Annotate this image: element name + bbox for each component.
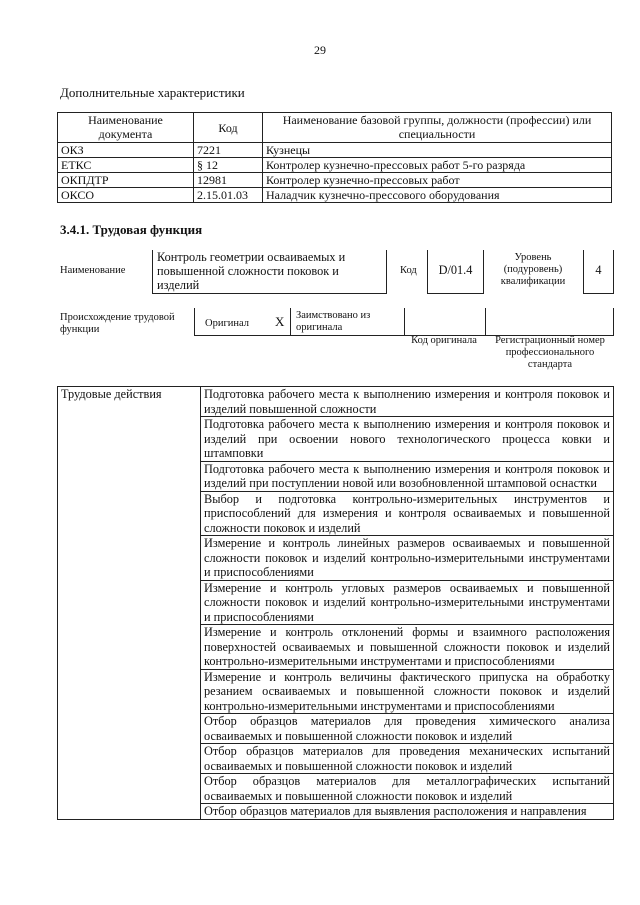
borrowed-label: Заимствовано из оригинала	[296, 310, 371, 333]
action-item: Измерение и контроль отклонений формы и взаимного расположения поверхностей осваиваемых и повышенной сложности поковок и изделий контрольно-измерительными инструментами и приспособлениями	[201, 625, 614, 670]
action-item: Отбор образцов материалов для металлографических испытаний осваиваемых и повышенной сложности поковок и изделий	[201, 774, 614, 804]
code-original-label: Код оригинала	[411, 335, 477, 346]
function-name-box	[152, 250, 387, 294]
doc-cell: ЕТКС	[58, 158, 194, 173]
doc-cell: ОКПДТР	[58, 173, 194, 188]
original-box	[194, 308, 291, 336]
action-item: Подготовка рабочего места к выполнению измерения и контроля поковок и изделий при поступлении новой или возобновленной штамповой оснастки	[201, 461, 614, 491]
name-cell: Контролер кузнечно-прессовых работ	[263, 173, 612, 188]
additional-characteristics-title: Дополнительные характеристики	[60, 85, 245, 100]
header-group-name: Наименование базовой группы, должности (профессии) или специальности	[263, 113, 612, 143]
classifier-header-row	[58, 113, 612, 143]
function-code-value: D/01.4	[438, 263, 473, 277]
name-label: Наименование	[60, 265, 126, 276]
reg-number-label: Регистрационный номер профессионального стандарта	[495, 335, 605, 370]
name-cell: Кузнецы	[263, 143, 612, 158]
code-label: Код	[400, 265, 417, 276]
page-number: 29	[314, 43, 326, 57]
level-label: Уровень (подуровень) квалификации	[500, 252, 566, 287]
table-row	[58, 143, 612, 158]
function-name-value: Контроль геометрии осваиваемых и повышенной сложности поковок и изделий	[157, 250, 346, 292]
labor-actions-table	[57, 386, 614, 820]
code-cell: 12981	[194, 173, 263, 188]
code-cell: 7221	[194, 143, 263, 158]
table-row	[58, 188, 612, 203]
doc-cell: ОКЗ	[58, 143, 194, 158]
header-code: Код	[194, 113, 263, 143]
doc-cell: ОКСО	[58, 188, 194, 203]
action-item: Измерение и контроль величины фактического припуска на обработку резанием осваиваемых и повышенной сложности поковок и изделий контрольно-измерительными инструментами и приспособлениями	[201, 669, 614, 714]
action-item: Измерение и контроль угловых размеров осваиваемых и повышенной сложности поковок и изделий контрольно-измерительными инструментами и приспособлениями	[201, 580, 614, 625]
table-row	[58, 173, 612, 188]
function-heading: 3.4.1. Трудовая функция	[60, 222, 203, 237]
table-row	[58, 387, 614, 417]
origin-label: Происхождение трудовой функции	[60, 312, 175, 335]
name-cell: Контролер кузнечно-прессовых работ 5-го разряда	[263, 158, 612, 173]
name-cell: Наладчик кузнечно-прессового оборудования	[263, 188, 612, 203]
action-item: Подготовка рабочего места к выполнению измерения и контроля поковок и изделий при освоении нового технологического процесса ковки и штамповки	[201, 417, 614, 462]
level-box	[583, 250, 614, 294]
code-original-box	[404, 308, 486, 336]
level-value: 4	[595, 263, 602, 277]
function-code-box	[427, 250, 484, 294]
actions-label: Трудовые действия	[58, 387, 201, 820]
original-label: Оригинал	[205, 318, 249, 329]
header-document: Наименование документа	[58, 113, 194, 143]
action-item: Отбор образцов материалов для проведения химического анализа осваиваемых и повышенной сложности поковок и изделий	[201, 714, 614, 744]
original-mark: X	[275, 314, 285, 329]
reg-number-box	[485, 308, 614, 336]
borrowed-box	[290, 308, 405, 336]
code-cell: § 12	[194, 158, 263, 173]
action-item: Подготовка рабочего места к выполнению измерения и контроля поковок и изделий повышенной сложности	[201, 387, 614, 417]
action-item: Отбор образцов материалов для выявления расположения и направления	[201, 804, 614, 820]
action-item: Отбор образцов материалов для проведения механических испытаний осваиваемых и повышенной сложности поковок и изделий	[201, 744, 614, 774]
code-cell: 2.15.01.03	[194, 188, 263, 203]
classifier-table	[57, 112, 612, 203]
table-row	[58, 158, 612, 173]
action-item: Выбор и подготовка контрольно-измерительных инструментов и приспособлений для измерения и контроля осваиваемых и повышенной сложности поковок и изделий	[201, 491, 614, 536]
action-item: Измерение и контроль линейных размеров осваиваемых и повышенной сложности поковок и изделий контрольно-измерительными инструментами и приспособлениями	[201, 536, 614, 581]
